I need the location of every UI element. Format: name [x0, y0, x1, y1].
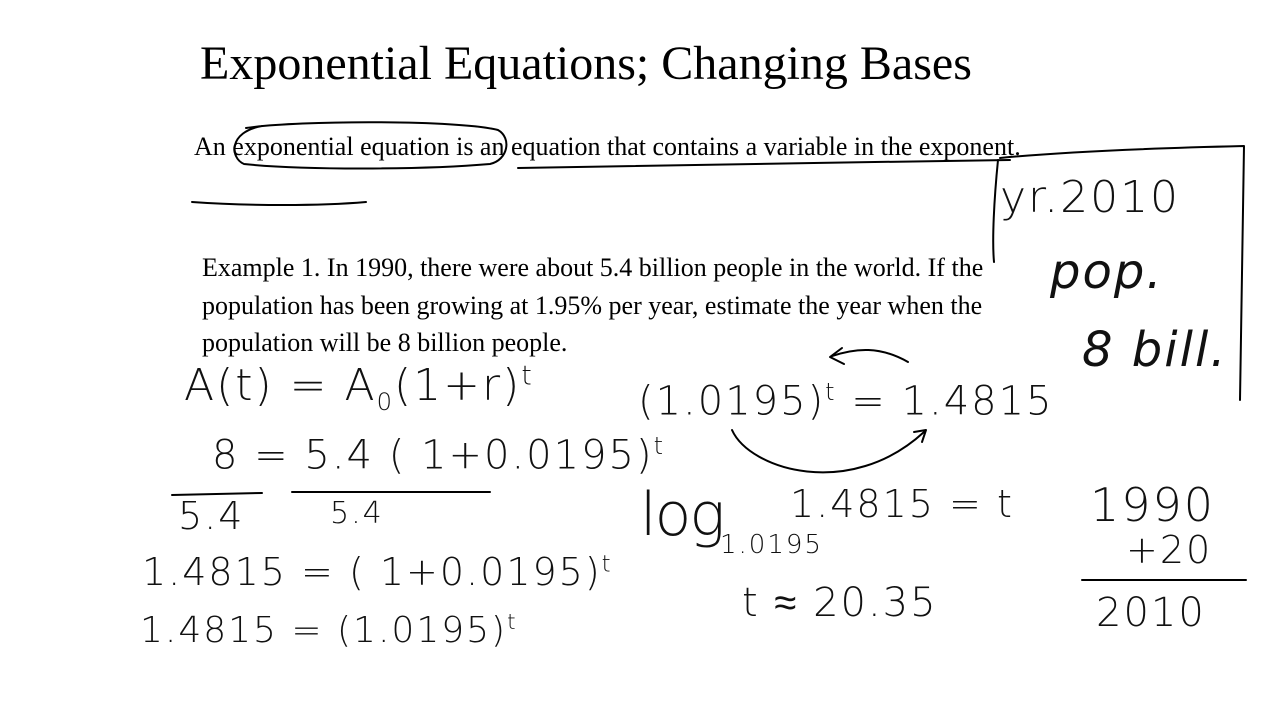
log-word: log	[640, 480, 724, 550]
formula-base: A(t) = A	[184, 360, 377, 411]
step3-equation	[140, 610, 518, 651]
log-base: 1.0195	[720, 530, 823, 560]
formula-rest: (1+r)	[394, 360, 522, 411]
note-year: yr.2010	[1000, 172, 1181, 223]
right-eq-base: (1.0195)	[638, 378, 826, 425]
example-text: Example 1. In 1990, there were about 5.4 billion people in the world. If the population has been growing at 1.95% per year, estimate the year when the population will be 8 billion people.	[202, 253, 984, 357]
sum-total: 2010	[1096, 590, 1206, 636]
divide-left: 5.4	[178, 494, 245, 538]
approx-result: t ≈ 20.35	[742, 580, 938, 626]
step3-exp: t	[507, 610, 518, 635]
step1-exp: t	[653, 432, 665, 460]
notes-box-left	[993, 160, 998, 262]
step2-text: 1.4815 = ( 1+0.0195)	[142, 550, 602, 594]
step3-text: 1.4815 = (1.0195)	[140, 610, 508, 651]
formula-compound-growth	[184, 360, 534, 416]
step1-equation	[212, 432, 665, 478]
sum-top: 1990	[1090, 478, 1216, 532]
definition-text: An exponential equation is an equation that contains a variable in the exponent.	[194, 132, 1021, 161]
step1-text: 8 = 5.4 ( 1+0.0195)	[212, 432, 654, 479]
note-bill: 8 bill.	[1082, 322, 1228, 378]
log-argument: 1.4815 = t	[790, 482, 1014, 526]
sum-add: +20	[1126, 528, 1213, 572]
right-eq-rhs: = 1.4815	[836, 378, 1054, 425]
right-eq-exp: t	[825, 378, 837, 406]
underline-line2	[192, 202, 366, 205]
step2-exp: t	[601, 551, 613, 578]
right-equation	[638, 378, 1054, 424]
slide-title: Exponential Equations; Changing Bases	[200, 37, 972, 90]
formula-sub: 0	[376, 387, 395, 416]
step2-equation	[142, 550, 613, 594]
arrow-curve	[732, 430, 924, 472]
note-pop: pop.	[1050, 244, 1164, 300]
formula-exp: t	[521, 360, 534, 392]
arrow-curve-head	[914, 430, 926, 442]
divide-right: 5.4	[330, 496, 384, 531]
